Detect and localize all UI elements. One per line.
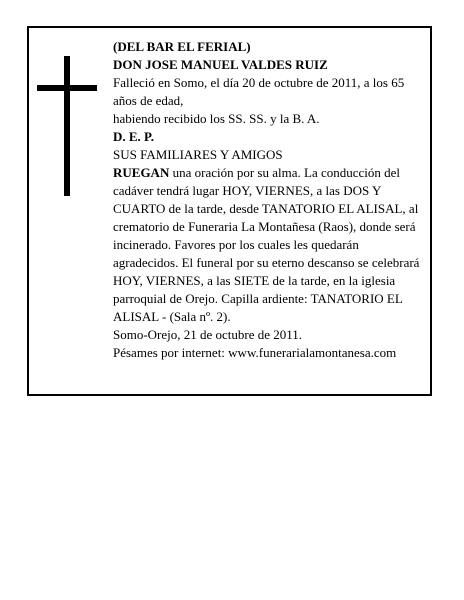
online-condolences-line: Pésames por internet: www.funerarialamontanesa.com — [113, 345, 397, 360]
death-info: Falleció en Somo, el día 20 de octubre de 2011, a los 65 años de edad, — [113, 75, 405, 108]
deceased-name: DON JOSE MANUEL VALDES RUIZ — [113, 57, 328, 72]
cross-horizontal-bar — [37, 85, 97, 91]
ruegan-word: RUEGAN — [113, 165, 170, 180]
origin-line: (DEL BAR EL FERIAL) — [113, 39, 251, 54]
dep-line: D. E. P. — [113, 129, 155, 144]
request-paragraph — [113, 164, 423, 326]
notice-text-block — [113, 38, 423, 362]
request-text: una oración por su alma. La conducción del cadáver tendrá lugar HOY, VIERNES, a las DOS Y CUARTO de la tarde, desde TANATORIO EL ALISAL, al crematorio de Funeraria La Montañesa (Raos), donde será incinerado. Favores por los cuales les quedarán agradecidos. El funeral por su eterno descanso se celebrará HOY, VIERNES, a las SIETE de la tarde, en la iglesia parroquial de Orejo. Capilla ardiente: TANATORIO EL ALISAL - (Sala nº. 2). — [113, 165, 420, 324]
sacraments-line: habiendo recibido los SS. SS. y la B. A. — [113, 111, 320, 126]
cross-vertical-bar — [64, 56, 70, 196]
place-date-line: Somo-Orejo, 21 de octubre de 2011. — [113, 327, 303, 342]
family-line: SUS FAMILIARES Y AMIGOS — [113, 147, 283, 162]
